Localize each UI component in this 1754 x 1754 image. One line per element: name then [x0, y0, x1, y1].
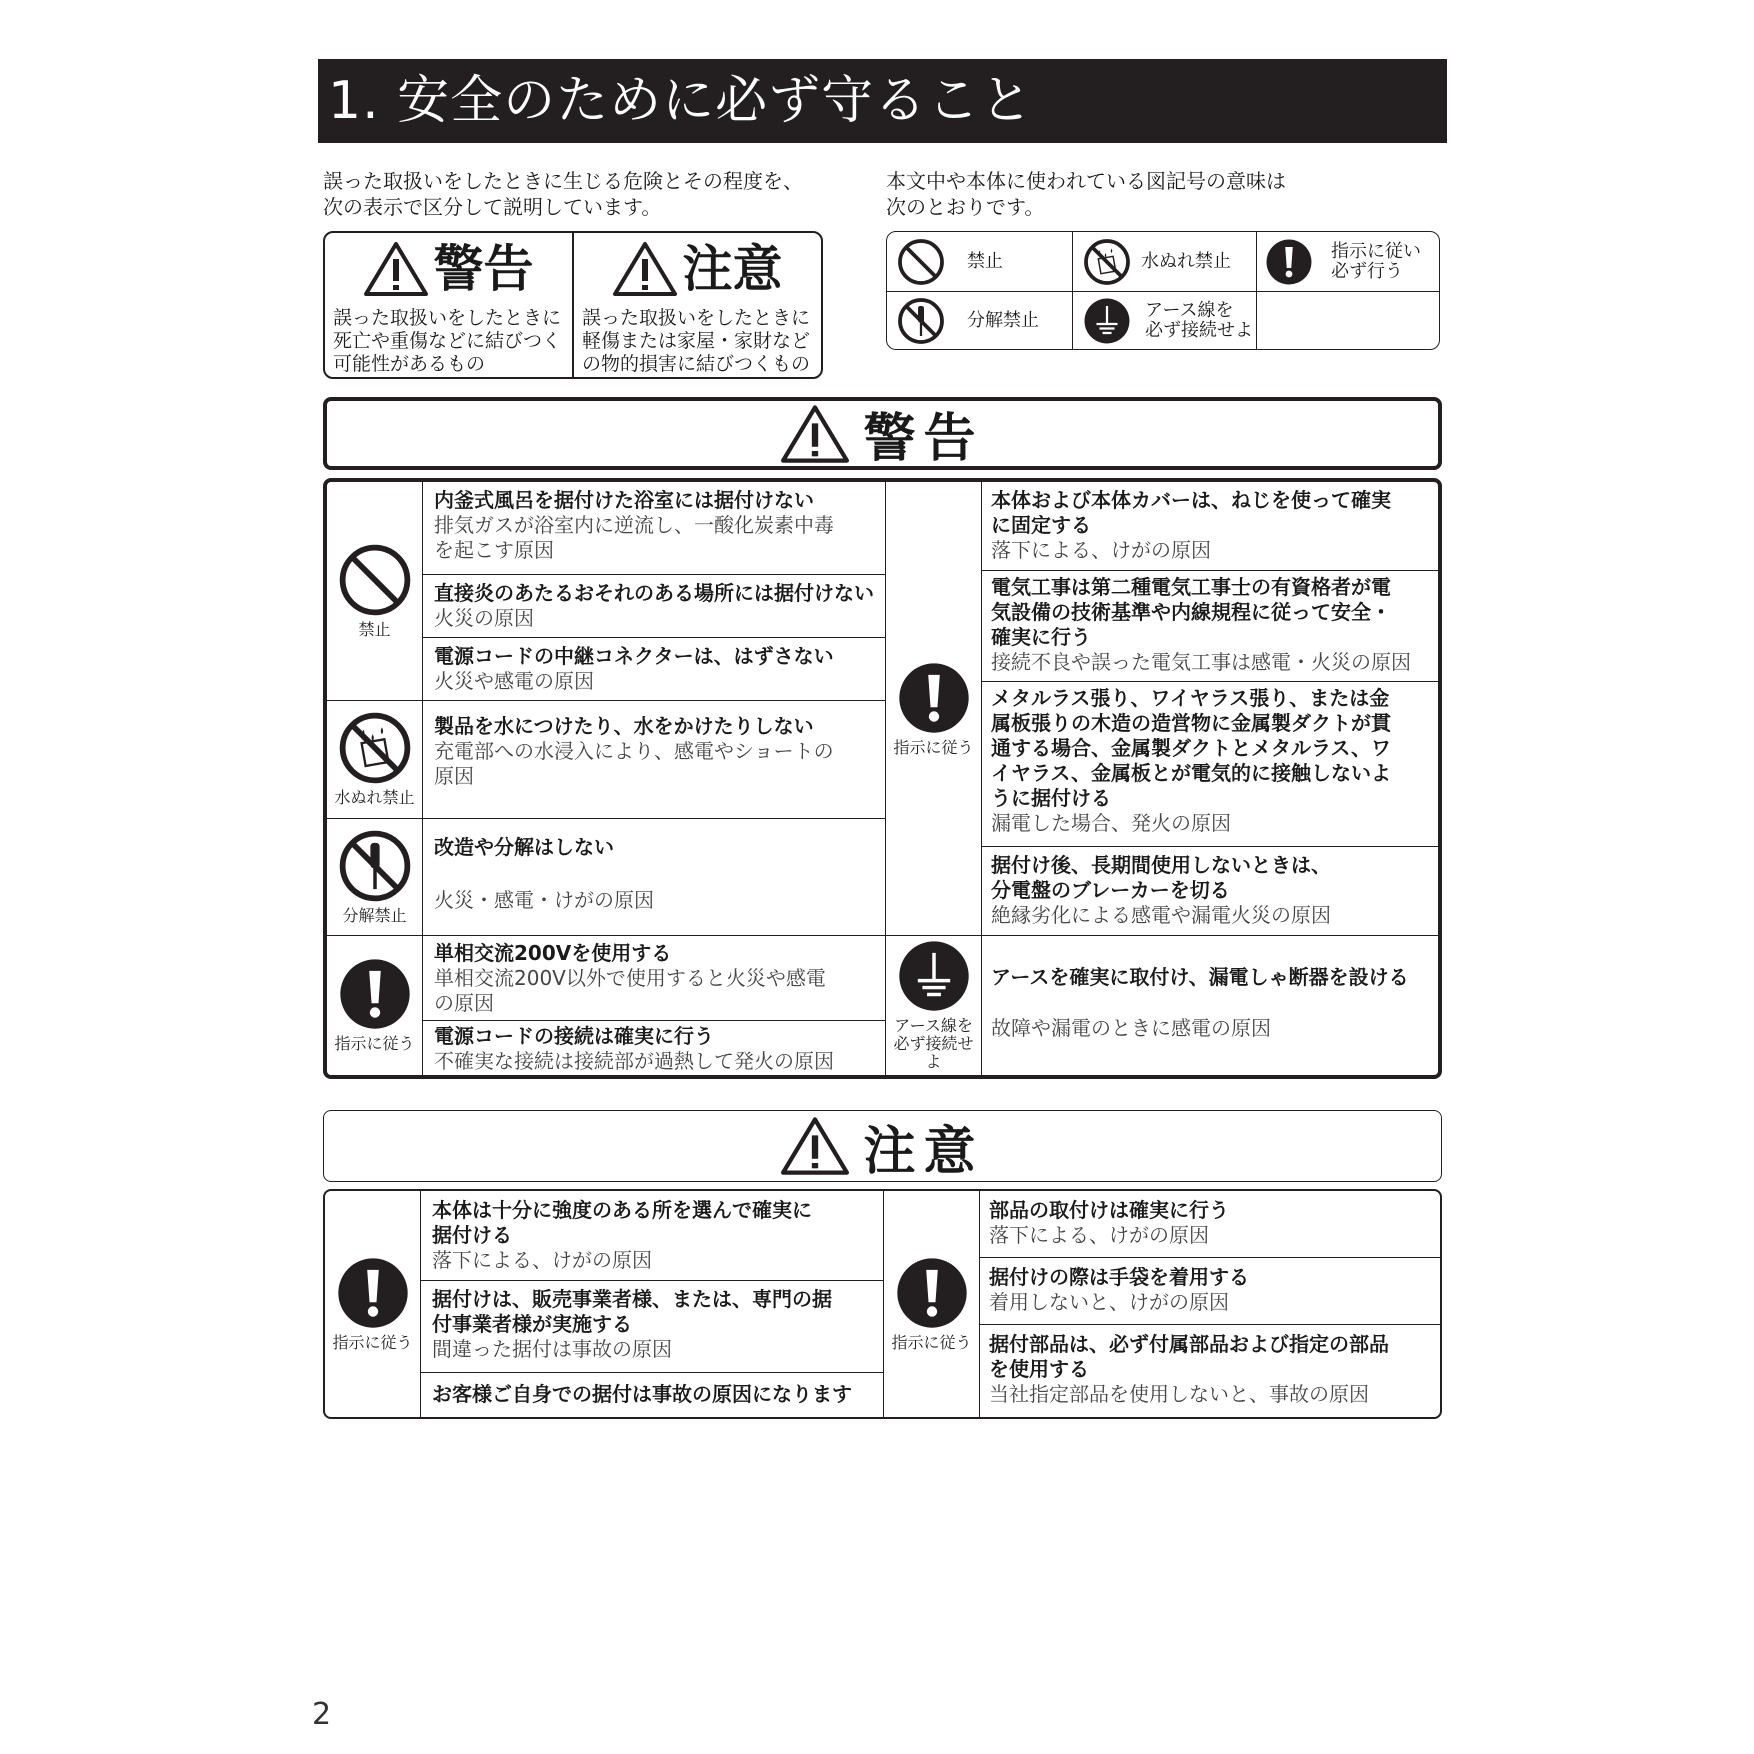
symbol-legend — [886, 231, 1440, 350]
warning-item-heading: メタルラス張り、ワイヤラス張り、または金 — [991, 686, 1390, 710]
warning-item-heading: 単相交流200Vを使用する — [434, 941, 672, 965]
warning-item-reason: 絶縁劣化による感電や漏電火災の原因 — [991, 903, 1331, 927]
instruct-icon — [895, 1256, 969, 1330]
legend-ground-label: アース線を — [1145, 300, 1234, 321]
instruct-icon — [897, 661, 971, 735]
caution-item — [432, 1198, 877, 1273]
icon-cell-instruct — [325, 1191, 420, 1417]
legend-no-water — [1083, 238, 1231, 286]
warning-item-reason: 不確実な接続は接続部が過熱して発火の原因 — [434, 1049, 834, 1073]
legend-instruct-label: 指示に従い — [1331, 241, 1421, 262]
warning-item — [434, 488, 879, 563]
warning-item — [991, 965, 1431, 1041]
warning-item-reason: 落下による、けがの原因 — [991, 538, 1211, 562]
intro-left-line: 次の表示で区分して説明しています。 — [323, 195, 662, 219]
warning-item — [991, 488, 1431, 563]
intro-right — [886, 168, 1286, 220]
severity-warning-desc: 可能性があるもの — [333, 353, 486, 375]
icon-label: 水ぬれ禁止 — [334, 788, 415, 807]
warning-item-heading: 据付け後、長期間使用しないときは、 — [991, 853, 1331, 877]
warning-banner — [323, 397, 1442, 470]
icon-label: 指示に従う — [332, 1333, 413, 1352]
warning-item-reason: 充電部への水浸入により、感電やショートの — [434, 739, 834, 763]
page-number: 2 — [312, 1697, 332, 1732]
caution-item — [989, 1265, 1434, 1315]
warning-item-heading: 分電盤のブレーカーを切る — [991, 878, 1230, 902]
icon-label: 指示に従う — [891, 1333, 972, 1352]
warning-item-heading: 属板張りの木造の造営物に金属製ダクトが貫 — [991, 711, 1391, 735]
warning-item-heading: 改造や分解はしない — [434, 835, 614, 859]
icon-label: 禁止 — [358, 620, 391, 639]
warning-item — [434, 1024, 879, 1074]
caution-item — [989, 1198, 1434, 1248]
caution-item — [432, 1287, 877, 1362]
icon-cell-instruct — [886, 482, 981, 935]
intro-right-line: 次のとおりです。 — [886, 195, 1045, 219]
legend-no-disassemble-label: 分解禁止 — [967, 310, 1039, 331]
warning-banner-word: 警告 — [863, 409, 984, 469]
warning-item-heading: 電源コードの中継コネクターは、はずさない — [434, 644, 834, 668]
no-water-icon — [1083, 238, 1131, 286]
no-water-icon — [338, 711, 412, 785]
legend-prohibit-label: 禁止 — [967, 251, 1003, 272]
caution-item-reason: 落下による、けがの原因 — [432, 1248, 652, 1272]
caution-banner — [323, 1110, 1442, 1182]
prohibit-icon — [897, 238, 945, 286]
warning-item-heading: 製品を水につけたり、水をかけたりしない — [434, 714, 814, 738]
caution-item-reason: 落下による、けがの原因 — [989, 1223, 1209, 1247]
no-disassemble-icon — [338, 829, 412, 903]
caution-item-heading: 据付ける — [432, 1223, 512, 1247]
warning-item-heading: 内釜式風呂を据付けた浴室には据付けない — [434, 488, 814, 512]
page-title: 1. 安全のために必ず守ること — [318, 59, 1447, 143]
icon-label: 分解禁止 — [342, 905, 407, 925]
warning-item — [991, 575, 1431, 675]
icon-cell-instruct — [884, 1191, 979, 1417]
warning-item-heading: 電気工事は第二種電気工事士の有資格者が電 — [991, 575, 1391, 599]
warning-item — [991, 686, 1431, 836]
icon-label: 指示に従う — [334, 1034, 415, 1053]
warning-triangle-icon — [364, 241, 428, 297]
warning-item — [991, 853, 1431, 928]
severity-warning-word: 警告 — [433, 240, 534, 298]
warning-item-reason: 単相交流200V以外で使用すると火災や感電 — [434, 966, 826, 990]
warning-table — [323, 478, 1442, 1079]
prohibit-icon — [338, 543, 412, 617]
severity-caution-desc: 軽傷または家屋・家財など — [582, 330, 811, 352]
instruct-icon — [336, 1256, 410, 1330]
caution-item — [432, 1382, 877, 1407]
warning-item-heading: 電源コードの接続は確実に行う — [434, 1024, 714, 1048]
legend-instruct-label: 必ず行う — [1331, 261, 1403, 282]
warning-item — [434, 835, 879, 913]
intro-left-line: 誤った取扱いをしたときに生じる危険とその程度を、 — [323, 169, 803, 193]
warning-item-heading: 気設備の技術基準や内線規程に従って安全・ — [991, 600, 1391, 624]
warning-item-reason: 接続不良や誤った電気工事は感電・火災の原因 — [991, 650, 1411, 674]
warning-item-heading: イヤラス、金属板とが電気的に接触しないよ — [991, 761, 1391, 785]
warning-item-reason: 火災の原因 — [434, 606, 534, 630]
legend-prohibit — [897, 238, 1003, 286]
caution-item-heading: お客様ご自身での据付は事故の原因になります — [432, 1382, 852, 1406]
caution-item-heading: 部品の取付けは確実に行う — [989, 1198, 1229, 1222]
warning-item-reason: 火災や感電の原因 — [434, 669, 594, 693]
caution-triangle-icon — [613, 241, 677, 297]
legend-no-disassemble — [897, 297, 1039, 345]
icon-label: アース線を — [894, 1016, 973, 1035]
icon-cell-prohibit — [327, 482, 422, 700]
caution-item-heading: 本体は十分に強度のある所を選んで確実に — [432, 1198, 812, 1222]
severity-warning-desc: 死亡や重傷などに結びつく — [333, 330, 562, 352]
warning-item-reason: 火災・感電・けがの原因 — [434, 888, 654, 912]
caution-item-heading: を使用する — [989, 1357, 1089, 1381]
caution-item-reason: 当社指定部品を使用しないと、事故の原因 — [989, 1382, 1369, 1406]
caution-item-reason: 間違った据付は事故の原因 — [432, 1337, 672, 1361]
intro-left — [323, 168, 803, 220]
caution-item-heading: 付事業者様が実施する — [432, 1312, 632, 1336]
warning-item-reason: を起こす原因 — [434, 538, 554, 562]
caution-item-heading: 据付けは、販売事業者様、または、専門の据 — [432, 1287, 832, 1311]
severity-legend — [323, 231, 823, 379]
warning-item-reason: 排気ガスが浴室内に逆流し、一酸化炭素中毒 — [434, 513, 834, 537]
warning-item-heading: 通する場合、金属製ダクトとメタルラス、ワ — [991, 736, 1391, 760]
icon-cell-ground — [886, 935, 981, 1075]
severity-caution — [572, 233, 821, 377]
severity-caution-desc: の物的損害に結びつくもの — [582, 353, 811, 375]
caution-item-heading: 据付部品は、必ず付属部品および指定の部品 — [989, 1332, 1389, 1356]
caution-item-heading: 据付けの際は手袋を着用する — [989, 1265, 1249, 1289]
warning-item-reason: 原因 — [434, 764, 474, 788]
no-disassemble-icon — [897, 297, 945, 345]
caution-table — [323, 1189, 1442, 1419]
intro-right-line: 本文中や本体に使われている図記号の意味は — [886, 169, 1286, 193]
icon-cell-instruct — [327, 935, 422, 1075]
icon-label: 必ず接続せよ — [893, 1034, 974, 1071]
warning-item-heading: 直接炎のあたるおそれのある場所には据付けない — [434, 581, 874, 605]
legend-instruct — [1265, 238, 1421, 286]
icon-cell-no-disassemble — [327, 818, 422, 935]
instruct-icon — [1265, 238, 1313, 286]
ground-icon — [1083, 297, 1131, 345]
instruct-icon — [338, 957, 412, 1031]
legend-ground — [1083, 297, 1253, 345]
warning-item-heading: 確実に行う — [991, 625, 1091, 649]
warning-item-reason: の原因 — [434, 991, 494, 1015]
warning-item-heading: に固定する — [991, 513, 1091, 537]
warning-item-reason: 漏電した場合、発火の原因 — [991, 811, 1231, 835]
icon-label: 指示に従う — [893, 737, 974, 757]
warning-item — [434, 714, 879, 789]
caution-banner-word: 注意 — [863, 1121, 984, 1182]
severity-warning-desc: 誤った取扱いをしたときに — [333, 307, 562, 329]
warning-triangle-icon — [781, 404, 849, 464]
warning-item-heading: アースを確実に取付け、漏電しゃ断器を設ける — [991, 965, 1409, 989]
legend-no-water-label: 水ぬれ禁止 — [1141, 251, 1231, 272]
caution-item — [989, 1332, 1434, 1407]
severity-warning — [325, 233, 572, 377]
legend-ground-label: 必ず接続せよ — [1145, 320, 1253, 341]
ground-icon — [897, 939, 971, 1013]
warning-item-heading: うに据付ける — [991, 786, 1111, 810]
warning-item — [434, 941, 879, 1016]
severity-caution-word: 注意 — [682, 240, 783, 298]
caution-triangle-icon — [781, 1116, 849, 1176]
icon-cell-no-water — [327, 700, 422, 818]
warning-item — [434, 644, 879, 694]
warning-item — [434, 581, 879, 631]
warning-item-reason: 故障や漏電のときに感電の原因 — [991, 1016, 1271, 1040]
caution-item-reason: 着用しないと、けがの原因 — [989, 1290, 1229, 1314]
warning-item-heading: 本体および本体カバーは、ねじを使って確実 — [991, 488, 1391, 512]
severity-caution-desc: 誤った取扱いをしたときに — [582, 307, 811, 329]
